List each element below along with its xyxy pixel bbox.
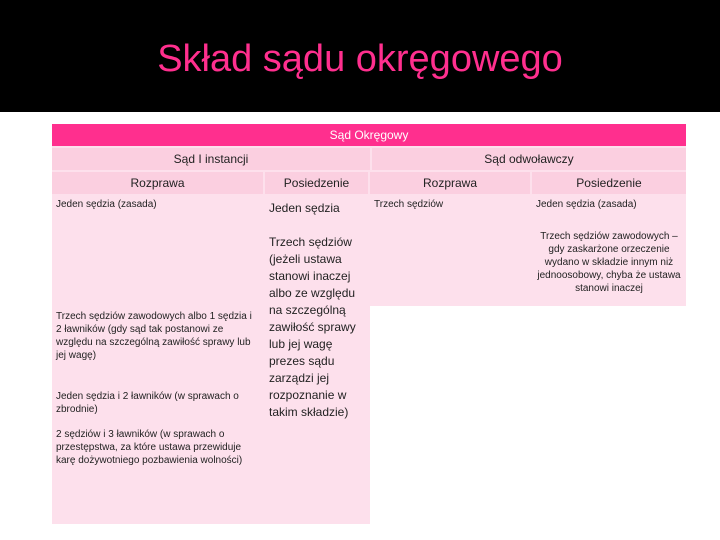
table-empty-region: [370, 306, 686, 524]
table-header-district-court: Sąd Okręgowy: [52, 124, 686, 146]
appeal-session-rule-1: Jeden sędzia (zasada): [532, 196, 686, 224]
column-header-appeal-hearing: Rozprawa: [370, 172, 530, 194]
appeal-session-rule-2: Trzech sędziów zawodowych – gdy zaskarżone orzeczenie wydano w składzie innym niż jednoosobowy, chyba że ustawa stanowi inaczej: [532, 226, 686, 304]
first-instance-session-rule-1: Jeden sędzia: [265, 196, 368, 224]
appeal-hearing-rule-1: Trzech sędziów: [370, 196, 530, 304]
column-header-first-instance-session: Posiedzenie: [265, 172, 368, 194]
column-header-appeal-session: Posiedzenie: [532, 172, 686, 194]
first-instance-hearing-rule-4: 2 sędziów i 3 ławników (w sprawach o przestępstwa, za które ustawa przewiduje karę dożywotniego pozbawienia wolności): [52, 426, 263, 524]
group-header-first-instance: Sąd I instancji: [52, 148, 370, 170]
first-instance-hearing-rule-3: Jeden sędzia i 2 ławników (w sprawach o zbrodnie): [52, 388, 263, 424]
slide-title: Skład sądu okręgowego: [157, 38, 563, 80]
first-instance-hearing-rule-2: Trzech sędziów zawodowych albo 1 sędzia i 2 ławników (gdy sąd tak postanowi ze względu na szczególną zawiłość sprawy lub jej wagę): [52, 308, 263, 386]
column-header-first-instance-hearing: Rozprawa: [52, 172, 263, 194]
court-composition-table: [52, 124, 686, 524]
first-instance-session-rule-2: Trzech sędziów (jeżeli ustawa stanowi inaczej albo ze względu na szczególną zawiłość sprawy lub jej wagę prezes sądu zarządzi jej rozpoznanie w takim składzie): [265, 226, 368, 524]
group-header-appeal: Sąd odwoławczy: [372, 148, 686, 170]
first-instance-hearing-rule-1: Jeden sędzia (zasada): [52, 196, 263, 306]
